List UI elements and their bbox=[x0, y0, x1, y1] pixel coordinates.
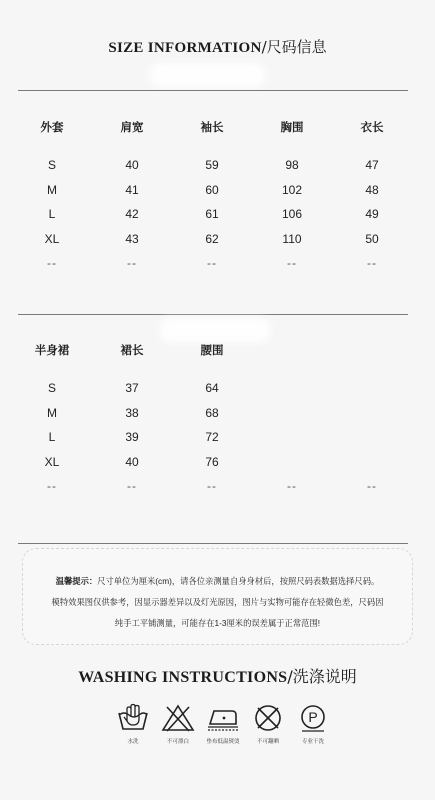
wash-item bbox=[203, 703, 243, 745]
table-cell: 98 bbox=[285, 158, 299, 173]
tips-text: 尺寸单位为厘米(cm)，请各位亲测量自身身材后，按照尺码表数据选择尺码。 bbox=[97, 576, 380, 586]
table-cell: -- bbox=[47, 479, 57, 494]
tips-line-1 bbox=[33, 571, 402, 592]
table-cell bbox=[252, 401, 332, 426]
header-cell: 肩宽 bbox=[120, 122, 144, 134]
table-cell: 64 bbox=[205, 381, 219, 396]
header-cell bbox=[252, 338, 332, 362]
table-cell: 72 bbox=[205, 430, 219, 445]
washing-icons bbox=[113, 703, 333, 745]
jacket-size-table bbox=[12, 115, 412, 276]
professional-dry-clean-icon bbox=[296, 703, 330, 733]
size-title-en: SIZE INFORMATION bbox=[108, 40, 262, 56]
svg-text:P: P bbox=[308, 709, 318, 725]
table-row bbox=[12, 202, 412, 227]
wash-item bbox=[113, 703, 153, 745]
header-cell: 胸围 bbox=[280, 122, 304, 134]
table-cell: 47 bbox=[365, 158, 379, 173]
table-row bbox=[12, 153, 412, 178]
table-cell: 42 bbox=[125, 207, 139, 222]
wash-item bbox=[158, 703, 198, 745]
wash-item bbox=[293, 703, 333, 745]
divider bbox=[18, 314, 408, 315]
table-cell: L bbox=[48, 207, 56, 222]
table-cell bbox=[332, 401, 412, 426]
wash-item bbox=[248, 703, 288, 745]
blurred-watermark bbox=[150, 63, 265, 87]
table-cell: 40 bbox=[125, 158, 139, 173]
table-cell bbox=[332, 376, 412, 401]
table-cell: 38 bbox=[125, 405, 139, 420]
wash-label: 水洗 bbox=[127, 739, 139, 745]
table-cell: 110 bbox=[282, 231, 302, 246]
table-cell: -- bbox=[367, 479, 377, 494]
table-cell: 76 bbox=[205, 454, 219, 469]
divider bbox=[18, 90, 408, 91]
header-cell: 半身裙 bbox=[34, 345, 70, 357]
table-cell: -- bbox=[207, 479, 217, 494]
table-cell: 40 bbox=[125, 454, 139, 469]
table-cell: 49 bbox=[365, 207, 379, 222]
table-cell: 68 bbox=[205, 405, 219, 420]
table-cell: 106 bbox=[281, 207, 303, 222]
size-title-cn: /尺码信息 bbox=[261, 38, 327, 56]
header-cell: 袖长 bbox=[200, 122, 224, 134]
table-cell bbox=[252, 425, 332, 450]
table-cell: 48 bbox=[365, 182, 379, 197]
table-cell: -- bbox=[287, 256, 297, 271]
table-cell bbox=[252, 376, 332, 401]
table-cell: S bbox=[47, 158, 56, 173]
header-cell: 腰围 bbox=[200, 345, 224, 357]
wash-label: 不可漂白 bbox=[166, 739, 189, 745]
table-cell: 59 bbox=[205, 158, 219, 173]
table-row bbox=[12, 376, 412, 401]
table-cell: 62 bbox=[205, 231, 219, 246]
header-cell: 衣长 bbox=[360, 122, 384, 134]
table-header-row bbox=[12, 338, 412, 362]
table-cell: XL bbox=[44, 231, 60, 246]
wash-title-en: WASHING INSTRUCTIONS bbox=[78, 669, 288, 686]
table-cell: -- bbox=[127, 256, 137, 271]
no-tumble-dry-icon bbox=[251, 703, 285, 733]
table-header-row bbox=[12, 115, 412, 139]
tips-line-3: 纯手工平铺测量，可能存在1-3厘米的误差属于正常范围! bbox=[114, 618, 321, 628]
header-cell: 外套 bbox=[40, 122, 64, 134]
table-cell: S bbox=[47, 381, 56, 396]
table-row bbox=[12, 178, 412, 203]
low-iron-with-cloth-icon bbox=[206, 703, 240, 733]
wash-label: 不可翻晒 bbox=[256, 739, 279, 745]
header-cell bbox=[332, 338, 412, 362]
table-cell: 37 bbox=[125, 381, 139, 396]
wash-title-cn: /洗涤说明 bbox=[287, 667, 357, 686]
table-cell: 60 bbox=[205, 182, 219, 197]
table-row bbox=[12, 401, 412, 426]
no-bleach-icon bbox=[161, 703, 195, 733]
table-cell: -- bbox=[47, 256, 57, 271]
size-information-title bbox=[0, 36, 435, 57]
table-cell bbox=[332, 450, 412, 475]
washing-instructions-title bbox=[0, 664, 435, 687]
wash-label: 专业干洗 bbox=[301, 739, 324, 745]
table-cell bbox=[252, 450, 332, 475]
skirt-size-table bbox=[12, 338, 412, 499]
table-row bbox=[12, 227, 412, 252]
table-row bbox=[12, 450, 412, 475]
table-row bbox=[12, 474, 412, 499]
table-cell: 50 bbox=[365, 231, 379, 246]
divider bbox=[18, 543, 408, 544]
table-cell: -- bbox=[207, 256, 217, 271]
table-cell: L bbox=[48, 430, 56, 445]
table-cell bbox=[332, 425, 412, 450]
header-cell: 裙长 bbox=[120, 345, 144, 357]
table-cell: -- bbox=[287, 479, 297, 494]
tips-line-2: 模特效果图仅供参考，因显示器差异以及灯光原因，图片与实物可能存在轻微色差，尺码因 bbox=[51, 597, 384, 607]
table-cell: -- bbox=[367, 256, 377, 271]
table-cell: 102 bbox=[281, 182, 303, 197]
table-row bbox=[12, 251, 412, 276]
sizing-tips-box bbox=[22, 548, 413, 645]
wash-label: 垫布低温熨烫 bbox=[206, 739, 240, 745]
table-cell: XL bbox=[44, 454, 60, 469]
table-row bbox=[12, 425, 412, 450]
table-cell: M bbox=[47, 182, 57, 197]
table-cell: 39 bbox=[125, 430, 139, 445]
table-cell: M bbox=[47, 405, 57, 420]
table-cell: 61 bbox=[205, 207, 219, 222]
table-cell: 43 bbox=[125, 231, 139, 246]
hand-wash-icon bbox=[116, 703, 150, 733]
table-cell: -- bbox=[127, 479, 137, 494]
table-cell: 41 bbox=[125, 182, 139, 197]
tips-label: 温馨提示： bbox=[55, 576, 98, 586]
